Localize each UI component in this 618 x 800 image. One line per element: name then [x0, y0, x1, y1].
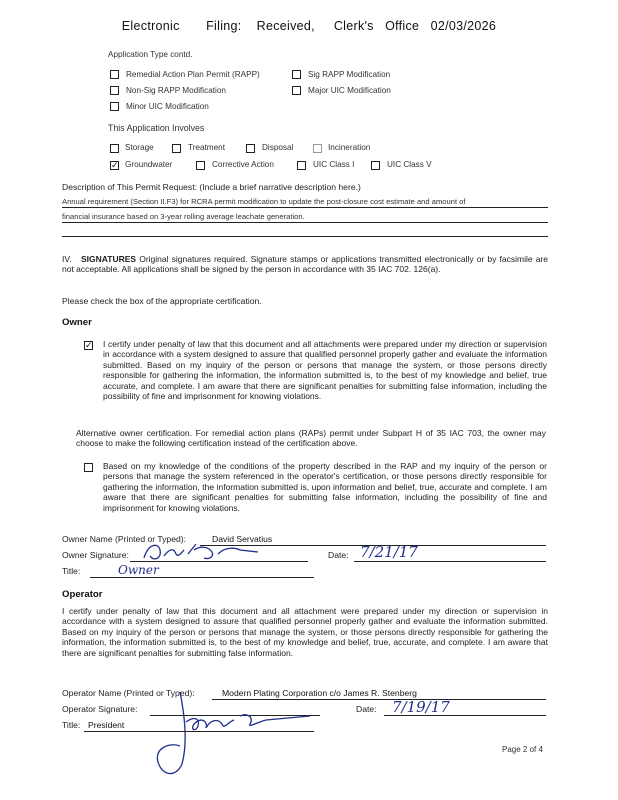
section-number: IV. — [62, 254, 72, 264]
uic-class-i-label: UIC Class I — [313, 160, 355, 169]
alt-owner-cert-checkbox[interactable] — [84, 463, 93, 472]
description-line-2: financial insurance based on 3-year rolling average leachate generation. — [62, 212, 305, 221]
sig-rapp-mod-checkbox[interactable] — [292, 70, 301, 79]
owner-cert-text: I certify under penalty of law that this document and all attachments were prepared under my direction or supervision in accordance with a system designed to assure that qualified personnel properly gather and evaluate the information submitted. Based on my inquiry of the person or persons that manage the system, or those persons directly responsible for gathering the information, the information submitted is, to the best of my knowledge and belief, true accurate, and complete. I am aware that there are significant penalties for submitting false information, including the possibility of fine and imprisonment for knowing violations. — [103, 339, 547, 402]
non-sig-rapp-label: Non-Sig RAPP Modification — [126, 86, 226, 95]
owner-signature-image — [140, 538, 270, 566]
signatures-intro-text: Original signatures required. Signature stamps or applications transmitted electronically or by facsimile are not acceptable. All applications shall be signed by the person in accordance with 35 IAC 702. 126(a). — [62, 254, 548, 275]
operator-title-label: Title: — [62, 720, 81, 730]
application-type-heading: Application Type contd. — [108, 50, 193, 59]
disposal-label: Disposal — [262, 143, 294, 152]
owner-name-label: Owner Name (Printed or Typed): — [62, 534, 187, 544]
major-uic-label: Major UIC Modification — [308, 86, 391, 95]
treatment-label: Treatment — [188, 143, 226, 152]
header-word: 02/03/2026 — [430, 19, 497, 33]
rapp-label: Remedial Action Plan Permit (RAPP) — [126, 70, 260, 79]
incineration-checkbox[interactable] — [313, 144, 322, 153]
page-number: Page 2 of 4 — [502, 745, 543, 754]
incineration-label: Incineration — [328, 143, 371, 152]
owner-date-label: Date: — [328, 550, 349, 560]
operator-date-value[interactable]: 7/19/17 — [392, 698, 450, 716]
header-word: Electronic — [121, 19, 180, 33]
operator-name-label: Operator Name (Printed or Typed): — [62, 688, 195, 698]
description-label: Description of This Permit Request: (Include a brief narrative description here.) — [62, 182, 361, 192]
groundwater-label: Groundwater — [125, 160, 173, 169]
major-uic-checkbox[interactable] — [292, 86, 301, 95]
description-underline — [62, 236, 548, 237]
header-word: Filing: — [206, 19, 242, 33]
minor-uic-checkbox[interactable] — [110, 102, 119, 111]
header-word: Office — [385, 19, 420, 33]
corrective-action-label: Corrective Action — [212, 160, 274, 169]
owner-heading: Owner — [62, 317, 92, 328]
alt-owner-cert-intro: Alternative owner certification. For remedial action plans (RAPs) permit under Subpart H of 35 IAC 703, the owner may choose to make the following certification instead of the certification above. — [76, 428, 546, 449]
minor-uic-label: Minor UIC Modification — [126, 102, 209, 111]
operator-signature-label: Operator Signature: — [62, 704, 138, 714]
rapp-checkbox[interactable] — [110, 70, 119, 79]
groundwater-checkmark-icon: ✓ — [111, 160, 119, 170]
operator-name-value[interactable]: Modern Plating Corporation c/o James R. Stenberg — [222, 688, 417, 698]
owner-title-value[interactable]: Owner — [118, 563, 159, 577]
uic-class-i-checkbox[interactable] — [297, 161, 306, 170]
description-line-1: Annual requirement (Section II.F3) for RCRA permit modification to update the post-closure cost estimate and amount of — [62, 197, 466, 206]
operator-date-underline — [384, 715, 546, 716]
owner-signature-label: Owner Signature: — [62, 550, 129, 560]
signatures-heading: SIGNATURES — [80, 254, 137, 264]
alt-owner-cert-text: Based on my knowledge of the conditions of the property described in the RAP and my inquiry of the person or persons that manage the system referenced in the operator's certification, or those persons directly responsible for gathering the information, the information submitted is, upon information and belief, true, accurate and complete. I am aware that there are significant penalties for submitting false information, including the possibility of fine and imprisonment for knowing violations. — [103, 461, 547, 513]
description-underline — [62, 222, 548, 223]
operator-signature-image — [150, 682, 330, 782]
owner-date-value[interactable]: 7/21/17 — [360, 543, 418, 561]
uic-class-v-checkbox[interactable] — [371, 161, 380, 170]
disposal-checkbox[interactable] — [246, 144, 255, 153]
operator-heading: Operator — [62, 589, 103, 600]
sig-rapp-mod-label: Sig RAPP Modification — [308, 70, 391, 79]
header-word: Clerk's — [333, 19, 374, 33]
header-word: Received, — [256, 19, 315, 33]
operator-date-label: Date: — [356, 704, 377, 714]
treatment-checkbox[interactable] — [172, 144, 181, 153]
corrective-action-checkbox[interactable] — [196, 161, 205, 170]
operator-cert-text: I certify under penalty of law that this document and all attachment were prepared under my direction or supervision in accordance with a system designed to assure that qualified personnel properly gather and evaluate the information submitted. Based on my inquiry of the person or persons that manage the system, or those persons directly responsible for gathering the information, the information submitted is, to the best of my knowledge and belief, true, accurate, and complete. I am aware that there are significant penalties for submitting false information. — [62, 606, 548, 658]
involves-heading: This Application Involves — [108, 123, 205, 133]
description-underline — [62, 207, 548, 208]
uic-class-v-label: UIC Class V — [387, 160, 432, 169]
owner-cert-checkmark-icon: ✓ — [85, 340, 93, 350]
signatures-intro — [62, 254, 548, 275]
operator-title-value[interactable]: President — [88, 720, 125, 730]
operator-title-underline — [84, 731, 314, 732]
owner-date-underline — [354, 561, 546, 562]
clerk-filing-header — [0, 19, 618, 33]
owner-title-underline — [90, 577, 314, 578]
owner-name-value[interactable]: David Servatius — [212, 534, 273, 544]
storage-checkbox[interactable] — [110, 144, 119, 153]
owner-title-label: Title: — [62, 566, 81, 576]
certification-instruction: Please check the box of the appropriate certification. — [62, 296, 262, 306]
non-sig-rapp-checkbox[interactable] — [110, 86, 119, 95]
storage-label: Storage — [125, 143, 154, 152]
